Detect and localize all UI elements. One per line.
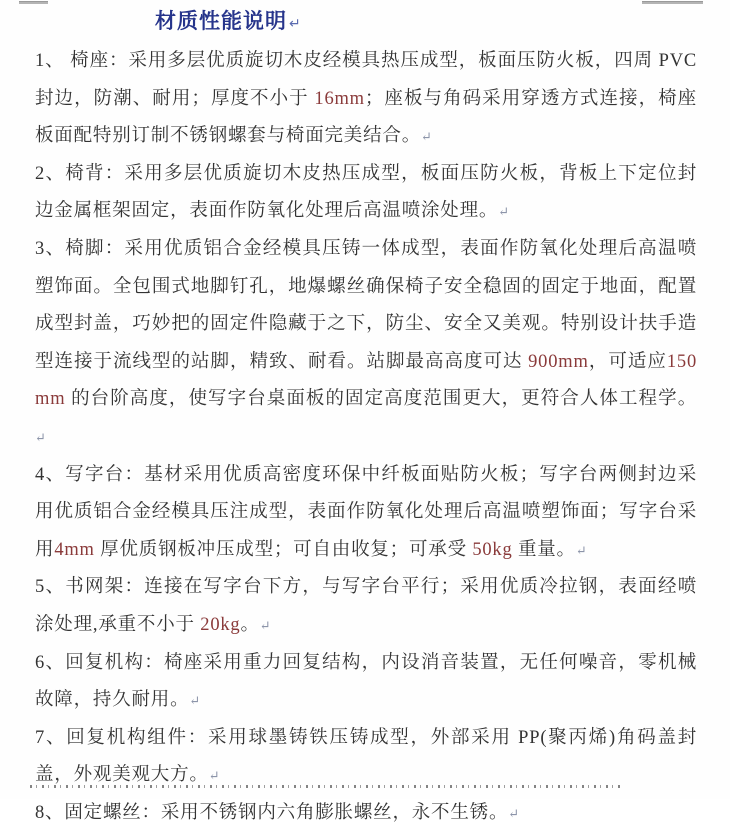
paragraph-mark-icon: ↵: [189, 693, 201, 709]
paragraph-text: 的台阶高度，使写字台桌面板的固定高度范围更大，更符合人体工程学。: [65, 389, 697, 410]
paragraph-mark-icon: ↵: [575, 542, 587, 558]
paragraph-text: 6、回复机构：椅座采用重力回复结构，内设消音装置，无任何噪音，零机械故障，持久耐用。: [35, 652, 697, 711]
measurement-value: 150mm: [35, 351, 697, 410]
page-title: [155, 6, 697, 39]
measurement-value: 50kg: [472, 539, 513, 560]
paragraph-text: 5、书网架：连接在写字台下方，与写字台平行；采用优质冷拉钢，表面经喷涂处理,承重不小于: [35, 577, 697, 635]
paragraph: [35, 645, 697, 720]
paragraph-text: 1、 椅座：采用多层优质旋切木皮经模具热压成型，板面压防火板，四周 PVC封边，防潮、耐用；厚度不小于: [35, 51, 697, 109]
measurement-value: 16mm: [314, 88, 365, 109]
paragraph: [35, 720, 697, 795]
paragraph-text: ，可适应: [588, 351, 667, 372]
clipped-text-row: [30, 785, 622, 788]
measurement-value: 900mm: [528, 351, 589, 372]
paragraph-text: 厚优质钢板冲压成型；可自由收复；可承受: [94, 539, 473, 560]
paragraph-mark-icon: ↵: [498, 204, 510, 220]
paragraph-text: ；座板与角码采用穿透方式连接，椅座板面配特别订制不锈钢螺套与椅面完美结合。: [35, 88, 697, 147]
measurement-value: 4mm: [54, 539, 95, 560]
paragraph-text: 。: [240, 614, 260, 635]
paragraph-mark-icon: ↵: [508, 805, 520, 821]
paragraph-text: 3、椅脚：采用优质铝合金经模具压铸一体成型，表面作防氧化处理后高温喷塑饰面。全包围式地脚钉孔，地爆螺丝确保椅子安全稳固的固定于地面，配置成型封盖，巧妙把的固定件隐藏于之下，防尘、安全又美观。特别设计扶手造型连接于流线型的站脚，精致、耐看。站脚最高高度可达: [35, 238, 697, 372]
paragraph-mark-icon: ↵: [289, 15, 301, 31]
paragraph-mark-icon: ↵: [35, 429, 46, 445]
measurement-value: 20kg: [200, 614, 241, 635]
page-title-text: 材质性能说明: [155, 10, 287, 33]
table-border-fragment-right: [642, 1, 703, 4]
paragraph-list: [35, 43, 697, 832]
paragraph-text: 重量。: [512, 539, 576, 560]
table-border-fragment-left: [19, 1, 48, 4]
paragraph: [35, 231, 697, 457]
paragraph: [35, 43, 697, 156]
paragraph: [35, 457, 697, 570]
paragraph-text: 2、椅背：采用多层优质旋切木皮热压成型，板面压防火板，背板上下定位封边金属框架固定，表面作防氧化处理后高温喷涂处理。: [35, 163, 697, 222]
paragraph: [35, 795, 697, 832]
paragraph: [35, 569, 697, 644]
paragraph-text: 7、回复机构组件：采用球墨铸铁压铸成型，外部采用 PP(聚丙烯)角码盖封盖，外观美观大方。: [35, 727, 697, 786]
paragraph-mark-icon: ↵: [421, 129, 432, 145]
paragraph: [35, 156, 697, 231]
paragraph-mark-icon: ↵: [259, 617, 271, 633]
paragraph-text: 4、写字台：基材采用优质高密度环保中纤板面贴防火板；写字台两侧封边采用优质铝合金经模具压注成型，表面作防氧化处理后高温喷塑饰面；写字台采用: [35, 464, 697, 560]
paragraph-mark-icon: ↵: [208, 768, 220, 784]
paragraph-text: 8、固定螺丝：采用不锈钢内六角膨胀螺丝，永不生锈。: [35, 802, 509, 823]
